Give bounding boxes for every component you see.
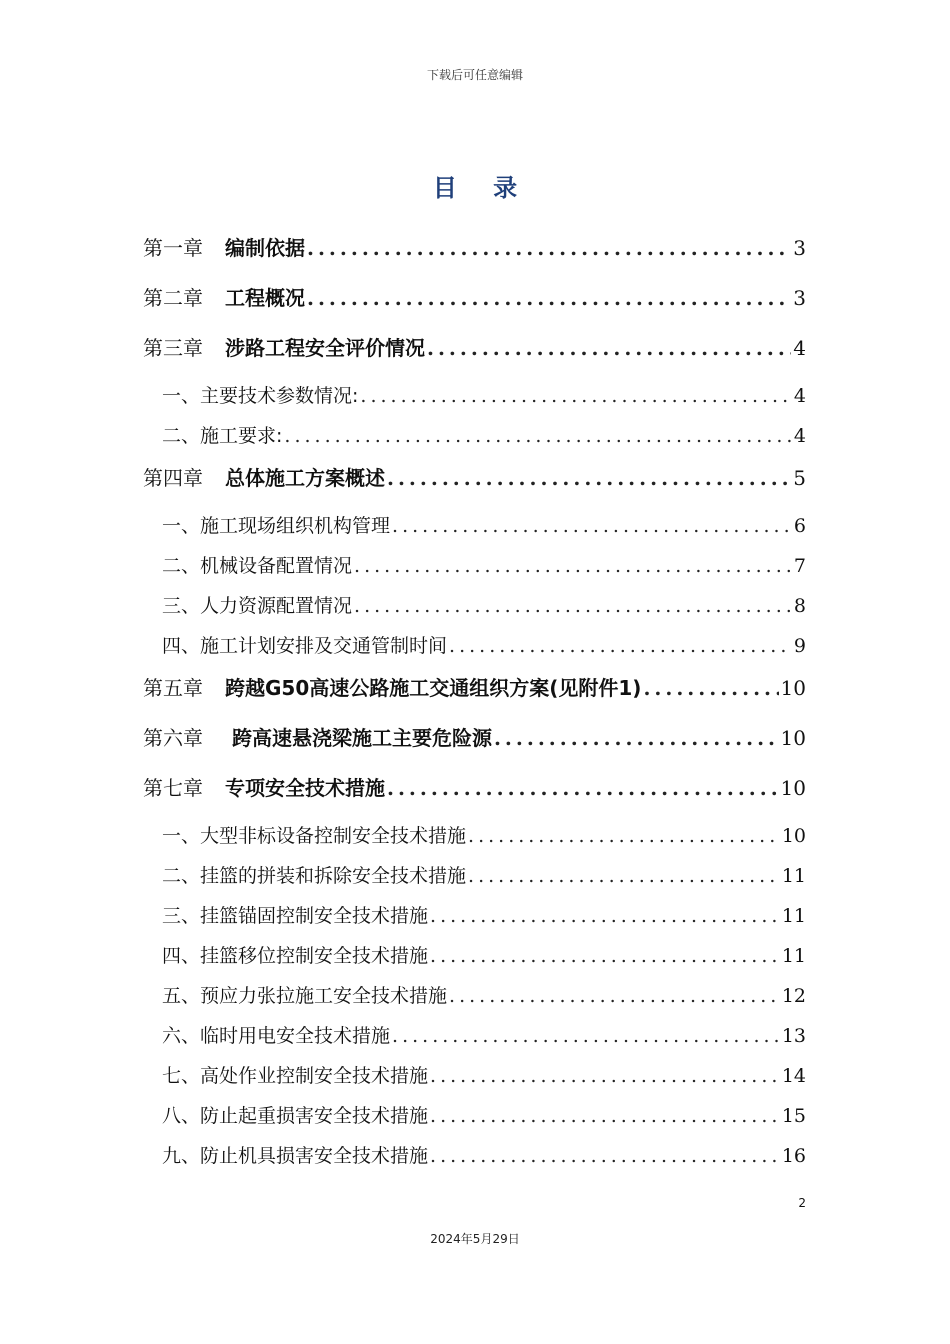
- toc-leader-dots: [284, 416, 791, 456]
- toc-chapter-entry[interactable]: [143, 766, 806, 816]
- toc-entry-text: 施工现场组织机构管理: [200, 515, 391, 537]
- header-note: 下载后可任意编辑: [426, 68, 523, 82]
- toc-entry-text: 跨越G50高速公路施工交通组织方案(见附件1): [225, 676, 642, 700]
- toc-entry-label: [143, 226, 305, 270]
- toc-entry-number: 第一章: [143, 236, 203, 260]
- toc-page-number: 16: [781, 1145, 806, 1167]
- toc-chapter-entry[interactable]: [143, 326, 806, 376]
- toc-entry-text: 防止机具损害安全技术措施: [200, 1145, 429, 1167]
- toc-entry-number: 第六章: [143, 726, 203, 750]
- toc-leader-dots: [430, 936, 780, 976]
- toc-entry-text: 施工计划安排及交通管制时间: [200, 635, 448, 657]
- toc-page-number: 9: [793, 635, 806, 657]
- toc-entry-label: [162, 1056, 428, 1096]
- toc-entry-number: 第三章: [143, 336, 203, 360]
- toc-entry-number: 八、: [162, 1105, 201, 1127]
- toc-entry-number: 一、: [162, 515, 201, 537]
- toc-entry-text: 施工要求:: [200, 425, 283, 447]
- toc-entry-label: [162, 1136, 428, 1176]
- toc-page-number: 4: [793, 336, 806, 360]
- toc-chapter-entry[interactable]: [143, 276, 806, 326]
- toc-leader-dots: [468, 856, 780, 896]
- toc-entry-label: [162, 416, 282, 456]
- toc-entry-text: 编制依据: [225, 236, 305, 260]
- toc-entry-number: 第二章: [143, 286, 203, 310]
- toc-entry-label: [162, 816, 466, 856]
- toc-section-entry[interactable]: [143, 506, 806, 546]
- toc-entry-text: 大型非标设备控制安全技术措施: [200, 825, 467, 847]
- toc-entry-number: 三、: [162, 595, 201, 617]
- footer-date: 2024年5月29日: [430, 1232, 520, 1246]
- toc-section-entry[interactable]: [143, 976, 806, 1016]
- toc-leader-dots: [392, 1016, 780, 1056]
- toc-entry-text: 总体施工方案概述: [225, 466, 385, 490]
- page-number: 2: [798, 1196, 806, 1210]
- table-of-contents: [143, 226, 806, 1176]
- toc-page-number: 11: [781, 945, 806, 967]
- toc-entry-label: [162, 976, 447, 1016]
- toc-entry-label: [162, 1096, 428, 1136]
- toc-page-number: 11: [781, 865, 806, 887]
- toc-entry-text: 涉路工程安全评价情况: [225, 336, 425, 360]
- toc-entry-label: [162, 1016, 390, 1056]
- toc-entry-label: [162, 546, 352, 586]
- toc-chapter-entry[interactable]: [143, 226, 806, 276]
- toc-entry-text: 主要技术参数情况:: [200, 385, 359, 407]
- toc-entry-label: [162, 896, 428, 936]
- toc-entry-label: [143, 326, 425, 370]
- toc-leader-dots: [307, 226, 791, 270]
- toc-page-number: 4: [793, 385, 806, 407]
- toc-section-entry[interactable]: [143, 1136, 806, 1176]
- toc-section-entry[interactable]: [143, 376, 806, 416]
- toc-entry-number: 七、: [162, 1065, 201, 1087]
- toc-page-number: 10: [780, 676, 806, 700]
- toc-page-number: 8: [793, 595, 806, 617]
- toc-section-entry[interactable]: [143, 816, 806, 856]
- toc-leader-dots: [430, 896, 780, 936]
- toc-leader-dots: [354, 586, 792, 626]
- toc-entry-text: 工程概况: [225, 286, 305, 310]
- toc-section-entry[interactable]: [143, 546, 806, 586]
- toc-entry-number: 一、: [162, 825, 201, 847]
- toc-leader-dots: [387, 456, 791, 500]
- toc-entry-label: [162, 936, 428, 976]
- toc-entry-label: [162, 506, 390, 546]
- toc-entry-text: 高处作业控制安全技术措施: [200, 1065, 429, 1087]
- toc-page-number: 12: [781, 985, 806, 1007]
- toc-section-entry[interactable]: [143, 1096, 806, 1136]
- toc-leader-dots: [643, 666, 778, 710]
- toc-chapter-entry[interactable]: [143, 456, 806, 506]
- toc-entry-number: 六、: [162, 1025, 201, 1047]
- toc-entry-label: [162, 376, 358, 416]
- toc-leader-dots: [494, 716, 779, 760]
- toc-entry-number: 二、: [162, 865, 201, 887]
- toc-leader-dots: [430, 1136, 780, 1176]
- toc-section-entry[interactable]: [143, 1016, 806, 1056]
- toc-leader-dots: [307, 276, 791, 320]
- toc-page-number: 10: [780, 776, 806, 800]
- toc-page-number: 10: [780, 726, 806, 750]
- toc-entry-text: 临时用电安全技术措施: [200, 1025, 391, 1047]
- toc-section-entry[interactable]: [143, 896, 806, 936]
- page-title: 目 录: [432, 174, 532, 202]
- toc-page-number: 6: [793, 515, 806, 537]
- toc-entry-label: [162, 586, 352, 626]
- toc-entry-label: [143, 716, 492, 760]
- toc-page-number: 3: [793, 236, 806, 260]
- toc-entry-number: 四、: [162, 945, 201, 967]
- toc-entry-text: 防止起重损害安全技术措施: [200, 1105, 429, 1127]
- toc-leader-dots: [360, 376, 791, 416]
- toc-page-number: 7: [793, 555, 806, 577]
- toc-section-entry[interactable]: [143, 626, 806, 666]
- toc-entry-text: 人力资源配置情况: [200, 595, 353, 617]
- toc-page-number: 13: [781, 1025, 806, 1047]
- toc-entry-text: 挂篮锚固控制安全技术措施: [200, 905, 429, 927]
- toc-page-number: 14: [781, 1065, 806, 1087]
- toc-leader-dots: [427, 326, 791, 370]
- toc-entry-number: 二、: [162, 425, 201, 447]
- toc-entry-label: [143, 276, 305, 320]
- toc-leader-dots: [430, 1096, 780, 1136]
- toc-entry-number: 二、: [162, 555, 201, 577]
- toc-entry-label: [143, 766, 385, 810]
- toc-page-number: 10: [781, 825, 806, 847]
- toc-entry-number: 一、: [162, 385, 201, 407]
- toc-entry-text: 预应力张拉施工安全技术措施: [200, 985, 448, 1007]
- toc-section-entry[interactable]: [143, 936, 806, 976]
- toc-entry-text: 跨高速悬浇梁施工主要危险源: [225, 726, 492, 750]
- toc-entry-number: 第五章: [143, 676, 203, 700]
- toc-page-number: 11: [781, 905, 806, 927]
- toc-section-entry[interactable]: [143, 416, 806, 456]
- toc-entry-number: 四、: [162, 635, 201, 657]
- toc-page-number: 4: [793, 425, 806, 447]
- toc-entry-label: [162, 856, 466, 896]
- toc-leader-dots: [468, 816, 780, 856]
- toc-page-number: 3: [793, 286, 806, 310]
- toc-entry-number: 五、: [162, 985, 201, 1007]
- toc-entry-label: [162, 626, 447, 666]
- toc-page-number: 5: [793, 466, 806, 490]
- toc-entry-text: 挂篮移位控制安全技术措施: [200, 945, 429, 967]
- toc-chapter-entry[interactable]: [143, 666, 806, 716]
- toc-leader-dots: [392, 506, 792, 546]
- toc-leader-dots: [354, 546, 792, 586]
- toc-page-number: 15: [781, 1105, 806, 1127]
- toc-section-entry[interactable]: [143, 586, 806, 626]
- toc-chapter-entry[interactable]: [143, 716, 806, 766]
- toc-entry-number: 第四章: [143, 466, 203, 490]
- toc-entry-text: 挂篮的拼装和拆除安全技术措施: [200, 865, 467, 887]
- toc-entry-text: 专项安全技术措施: [225, 776, 385, 800]
- toc-entry-number: 三、: [162, 905, 201, 927]
- toc-section-entry[interactable]: [143, 856, 806, 896]
- toc-entry-label: [143, 666, 641, 710]
- toc-entry-label: [143, 456, 385, 500]
- toc-leader-dots: [449, 626, 792, 666]
- toc-entry-text: 机械设备配置情况: [200, 555, 353, 577]
- toc-leader-dots: [430, 1056, 780, 1096]
- toc-leader-dots: [387, 766, 779, 810]
- toc-entry-number: 九、: [162, 1145, 201, 1167]
- toc-entry-number: 第七章: [143, 776, 203, 800]
- toc-section-entry[interactable]: [143, 1056, 806, 1096]
- toc-leader-dots: [449, 976, 780, 1016]
